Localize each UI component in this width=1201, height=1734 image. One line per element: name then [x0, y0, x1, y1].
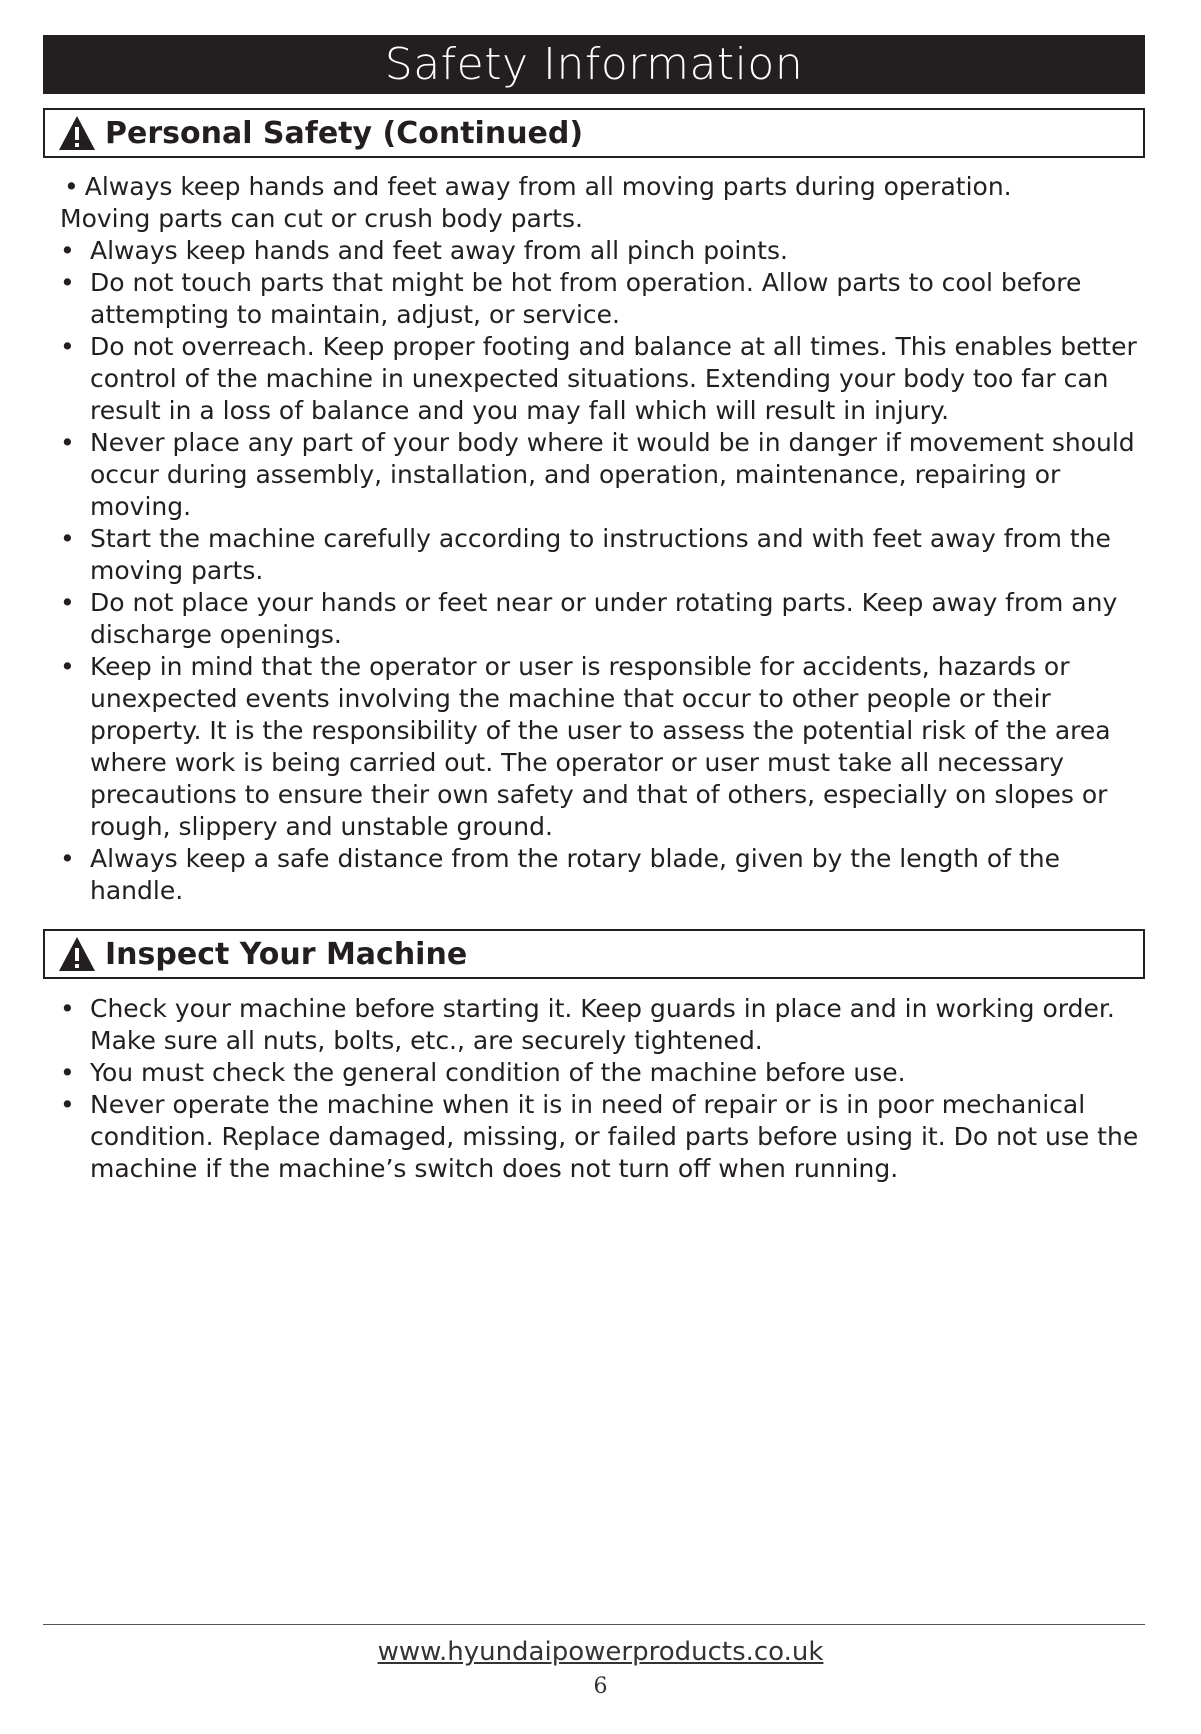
section-header-inspect-machine [43, 929, 1145, 979]
list-item: • Do not touch parts that might be hot from operation. Allow parts to cool before attempting to maintain, adjust, or service. [60, 268, 1082, 329]
list-item: • Do not overreach. Keep proper footing and balance at all times. This enables better control of the machine in unexpected situations. Extending your body too far can result in a loss of balance and you may fall which will result in injury. [60, 332, 1137, 425]
list-item-text: Always keep hands and feet away from all moving parts during operation. [84, 172, 1012, 201]
list-item: • Always keep a safe distance from the rotary blade, given by the length of the handle. [60, 844, 1060, 905]
section-header-personal-safety [43, 108, 1145, 158]
list-item: • Always keep hands and feet away from all pinch points. [60, 236, 788, 265]
list-item: • Do not place your hands or feet near or under rotating parts. Keep away from any discharge openings. [60, 588, 1118, 649]
warning-icon [57, 113, 97, 153]
section-heading: Personal Safety (Continued) [105, 115, 584, 151]
list-item-text: Moving parts can cut or crush body parts. [60, 204, 583, 233]
list-item: • Keep in mind that the operator or user is responsible for accidents, hazards or unexpected events involving the machine that occur to other people or their property. It is the responsibility of the user to assess the potential risk of the area where work is being carried out. The operator or user must take all necessary precautions to ensure their own safety and that of others, especially on slopes or rough, slippery and unstable ground. [60, 652, 1111, 841]
list-item: • Never place any part of your body where it would be in danger if movement should occur during assembly, installation, and operation, maintenance, repairing or moving. [60, 428, 1135, 521]
section-heading: Inspect Your Machine [105, 936, 468, 972]
list-item: • Start the machine carefully according to instructions and with feet away from the moving parts. [60, 524, 1111, 585]
list-item-lead [60, 171, 1150, 235]
list-item: • Never operate the machine when it is in need of repair or is in poor mechanical condition. Replace damaged, missing, or failed parts before using it. Do not use the machine if the machine’s switch does not turn off when running. [60, 1090, 1139, 1183]
footer-website-link[interactable]: www.hyundaipowerproducts.co.uk [377, 1637, 824, 1667]
bullet: • [64, 172, 79, 201]
personal-safety-list [60, 235, 1140, 907]
warning-icon [57, 934, 97, 974]
list-item: • Check your machine before starting it. Keep guards in place and in working order. Make sure all nuts, bolts, etc., are securely tightened. [60, 994, 1115, 1055]
page-title: Safety Information [43, 35, 1145, 94]
footer-divider [43, 1624, 1145, 1625]
page-number: 6 [593, 1674, 608, 1699]
list-item: • You must check the general condition of the machine before use. [60, 1058, 906, 1087]
inspect-machine-list [60, 993, 1140, 1185]
